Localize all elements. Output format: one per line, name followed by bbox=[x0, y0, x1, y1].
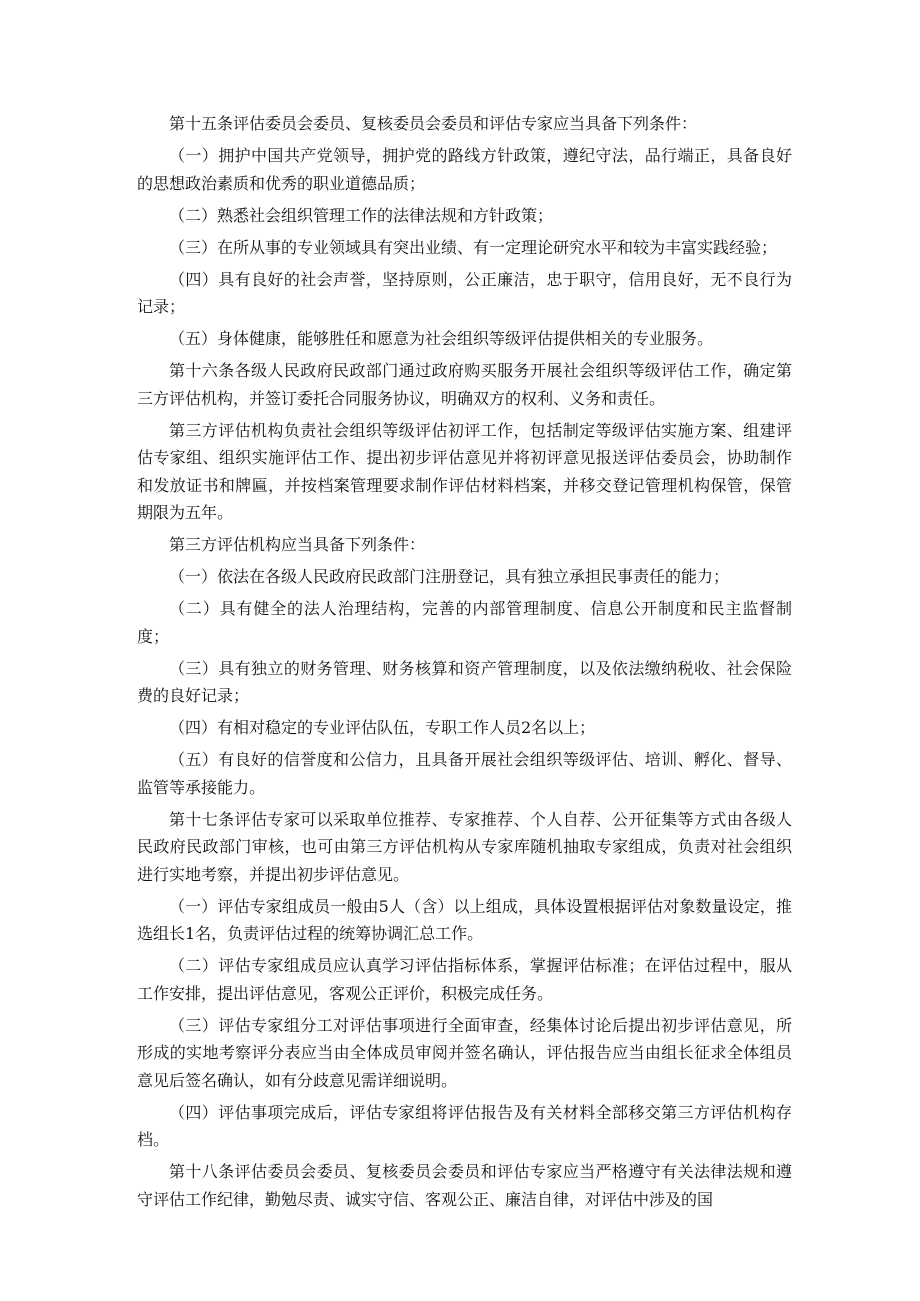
third-party-item-2: （二）具有健全的法人治理结构，完善的内部管理制度、信息公开制度和民主监督制度； bbox=[137, 599, 792, 646]
article-17-item-3: （三）评估专家组分工对评估事项进行全面审查，经集体讨论后提出初步评估意见，所形成的实地考察评分表应当由全体成员审阅并签名确认，评估报告应当由组长征求全体组员意见后签名确认，如有分歧意见需详细说明。 bbox=[137, 1015, 792, 1090]
article-15-item-3: （三）在所从事的专业领域具有突出业绩、有一定理论研究水平和较为丰富实践经验； bbox=[169, 237, 778, 257]
article-17-heading: 第十七条评估专家可以采取单位推荐、专家推荐、个人自荐、公开征集等方式由各级人民政府民政部门审核，也可由第三方评估机构从专家库随机抽取专家组成，负责对社会组织进行实地考察，并提出初步评估意见。 bbox=[137, 809, 792, 884]
article-15-item-4: （四）具有良好的社会声誉，坚持原则，公正廉洁，忠于职守，信用良好，无不良行为记录； bbox=[137, 269, 792, 316]
article-17-item-4: （四）评估事项完成后，评估专家组将评估报告及有关材料全部移交第三方评估机构存档。 bbox=[137, 1102, 792, 1149]
article-16-heading: 第十六条各级人民政府民政部门通过政府购买服务开展社会组织等级评估工作，确定第三方评估机构，并签订委托合同服务协议，明确双方的权利、义务和责任。 bbox=[137, 361, 792, 408]
third-party-item-5: （五）有良好的信誉度和公信力，且具备开展社会组织等级评估、培训、孵化、督导、监管等承接能力。 bbox=[137, 750, 792, 797]
document-page bbox=[137, 110, 792, 1218]
article-15-heading: 第十五条评估委员会委员、复核委员会委员和评估专家应当具备下列条件： bbox=[169, 114, 698, 133]
article-18-heading: 第十八条评估委员会委员、复核委员会委员和评估专家应当严格遵守有关法律法规和遵守评估工作纪律，勤勉尽责、诚实守信、客观公正、廉洁自律，对评估中涉及的国 bbox=[137, 1162, 792, 1209]
article-17-item-1: （一）评估专家组成员一般由5人（含）以上组成，具体设置根据评估对象数量设定，推选组长1名，负责评估过程的统筹协调汇总工作。 bbox=[137, 896, 792, 943]
third-party-conditions-heading: 第三方评估机构应当具备下列条件： bbox=[169, 535, 426, 554]
article-15-item-5: （五）身体健康，能够胜任和愿意为社会组织等级评估提供相关的专业服务。 bbox=[169, 329, 714, 348]
article-15-item-1: （一）拥护中国共产党领导，拥护党的路线方针政策，遵纪守法，品行端正，具备良好的思想政治素质和优秀的职业道德品质； bbox=[137, 146, 792, 193]
article-17-item-2: （二）评估专家组成员应认真学习评估指标体系，掌握评估标准；在评估过程中，服从工作安排，提出评估意见，客观公正评价，积极完成任务。 bbox=[137, 956, 792, 1003]
third-party-item-4: （四）有相对稳定的专业评估队伍，专职工作人员2名以上； bbox=[169, 718, 596, 737]
third-party-duties: 第三方评估机构负责社会组织等级评估初评工作，包括制定等级评估实施方案、组建评估专家组、组织实施评估工作、提出初步评估意见并将初评意见报送评估委员会，协助制作和发放证书和牌匾，并按档案管理要求制作评估材料档案，并移交登记管理机构保管，保管期限为五年。 bbox=[137, 420, 792, 522]
third-party-item-3: （三）具有独立的财务管理、财务核算和资产管理制度，以及依法缴纳税收、社会保险费的良好记录； bbox=[137, 658, 792, 705]
third-party-item-1: （一）依法在各级人民政府民政部门注册登记，具有独立承担民事责任的能力； bbox=[169, 567, 730, 586]
article-15-item-2: （二）熟悉社会组织管理工作的法律法规和方针政策； bbox=[169, 205, 554, 225]
